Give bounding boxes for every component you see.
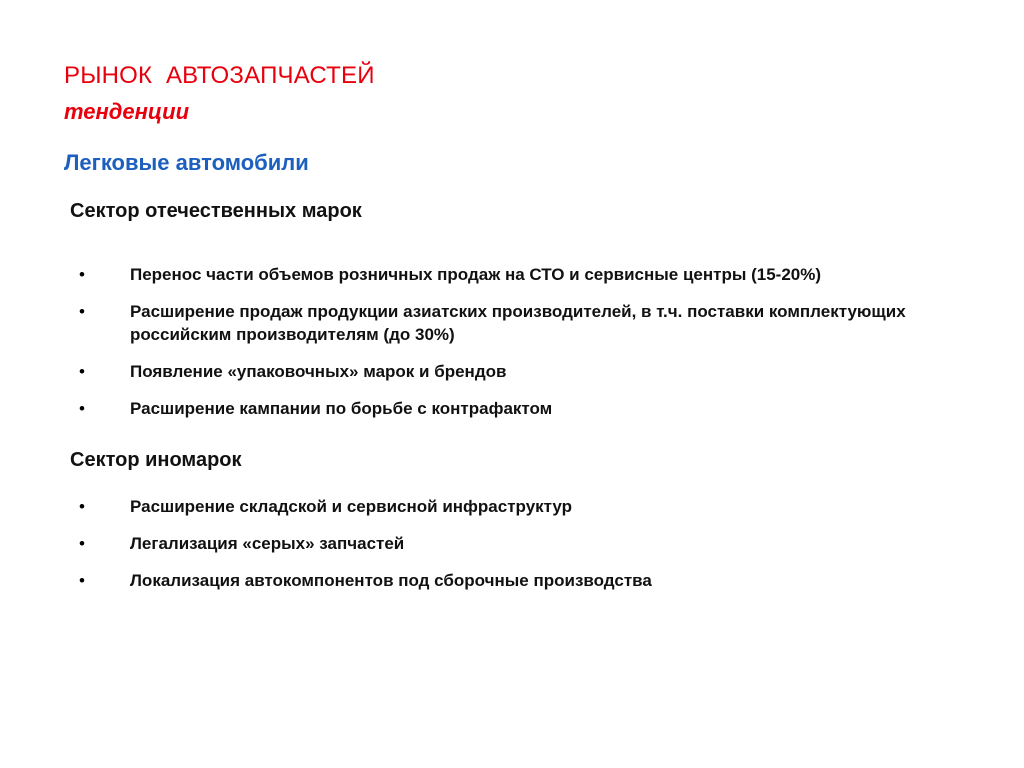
list-item bbox=[0, 397, 1024, 420]
bullet-icon: • bbox=[79, 302, 85, 321]
list-item-text: Расширение продаж продукции азиатских производителей, в т.ч. поставки комплектующих российским производителям (до 30%) bbox=[130, 302, 906, 344]
list-item-text: Расширение складской и сервисной инфраструктур bbox=[130, 497, 573, 516]
section-heading: Легковые автомобили bbox=[64, 150, 309, 175]
list-item bbox=[0, 300, 1024, 346]
slide-title: РЫНОК АВТОЗАПЧАСТЕЙ bbox=[64, 62, 375, 89]
bullet-icon: • bbox=[79, 497, 85, 516]
list-item bbox=[0, 495, 1024, 518]
list-item bbox=[0, 263, 1024, 286]
slide-subtitle: тенденции bbox=[64, 99, 190, 124]
bullet-icon: • bbox=[79, 399, 85, 418]
list-item-text: Расширение кампании по борьбе с контрафактом bbox=[130, 399, 553, 418]
list-item bbox=[0, 532, 1024, 555]
bullet-list-foreign bbox=[0, 495, 1024, 606]
list-item-text: Перенос части объемов розничных продаж на СТО и сервисные центры (15-20%) bbox=[130, 265, 822, 284]
list-item-text: Появление «упаковочных» марок и брендов bbox=[130, 362, 507, 381]
bullet-icon: • bbox=[79, 571, 85, 590]
sector-title-domestic: Сектор отечественных марок bbox=[70, 200, 362, 222]
bullet-list-domestic bbox=[0, 263, 1024, 434]
bullet-icon: • bbox=[79, 265, 85, 284]
bullet-icon: • bbox=[79, 534, 85, 553]
list-item-text: Легализация «серых» запчастей bbox=[130, 534, 405, 553]
bullet-icon: • bbox=[79, 362, 85, 381]
list-item bbox=[0, 569, 1024, 592]
list-item-text: Локализация автокомпонентов под сборочные производства bbox=[130, 571, 652, 590]
list-item bbox=[0, 360, 1024, 383]
sector-title-foreign: Сектор иномарок bbox=[70, 449, 242, 471]
